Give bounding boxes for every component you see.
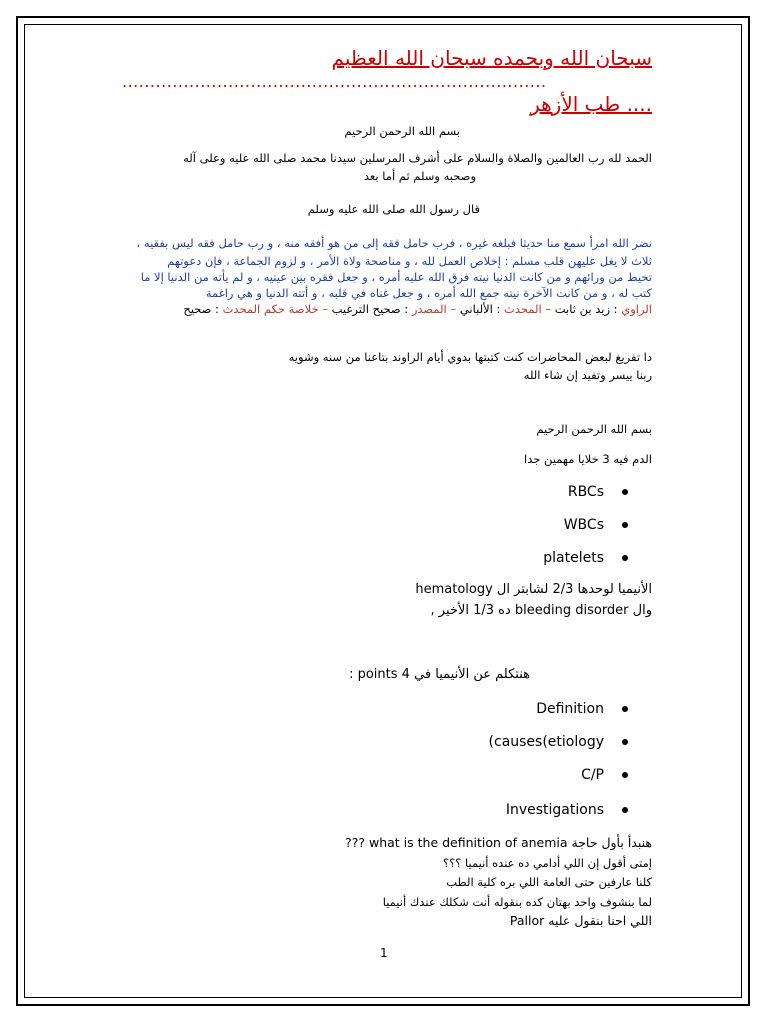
list-item-point: C/P xyxy=(581,767,628,783)
bullet-icon xyxy=(622,555,628,561)
bullet-icon xyxy=(622,807,628,813)
hukm-label: – خلاصة حكم المحدث xyxy=(222,302,328,316)
bullet-icon xyxy=(622,522,628,528)
bullet-icon xyxy=(622,706,628,712)
intro-qal: قال رسول الله صلى الله عليه وسلم xyxy=(307,202,480,216)
body-basmala: بسم الله الرحمن الرحيم xyxy=(536,422,652,436)
list-item-cell: platelets xyxy=(543,550,628,566)
hadith-line1: نضر الله امرأ سمع منا حديثا فبلغه غيره ، فرب حامل فقه إلى من هو أفقه منه ، و رب حامل فقه ليس بفقيه ، xyxy=(136,236,652,250)
hadith-line4: كتب له ، و من كانت الآخرة نيته جمع الله أمره ، و جعل غناه في قلبه ، و أتته الدنيا و هي راغمة xyxy=(205,286,652,300)
bullet-icon xyxy=(622,489,628,495)
ravi-label: الراوي xyxy=(621,302,652,316)
intro-hamd-line2: وصحبه وسلم ثم أما بعد xyxy=(363,169,476,183)
hadith-line3: تحيط من ورائهم و من كانت الدنيا نيته فرق الله عليه أمره ، و جعل فقره بين عينيه ، و لم يأته من الدنيا إلا ما xyxy=(140,270,652,284)
intro-basmala: بسم الله الرحمن الرحيم xyxy=(344,124,460,138)
bullet-icon xyxy=(622,772,628,778)
muhaddith-label: – المحدث xyxy=(504,302,552,316)
list-item-point: Definition xyxy=(536,701,628,717)
blood-cells-heading: الدم فيه 3 خلايا مهمين جدا xyxy=(524,452,652,466)
hadith-source xyxy=(183,302,652,316)
bullet-icon xyxy=(622,739,628,745)
note-line2: ربنا ييسر وتفيد إن شاء الله xyxy=(523,368,652,382)
note-line1: دا تفريغ لبعض المحاضرات كنت كتبتها بدوي أيام الراوند بتاعنا من سنه وشويه xyxy=(288,350,652,364)
masdar-label: – المصدر xyxy=(411,302,457,316)
list-item-cell: WBCs xyxy=(564,517,628,533)
points-intro: هنتكلم عن الأنيميا في 4 points : xyxy=(349,667,530,682)
pallor-line: اللي احنا بنقول عليه Pallor xyxy=(509,913,652,928)
intro-hamd-line1: الحمد لله رب العالمين والصلاة والسلام على أشرف المرسلين سيدنا محمد صلى الله عليه وعلى آله xyxy=(183,151,652,165)
hukm-value: : صحيح xyxy=(183,302,219,316)
anemia-share-2: وال bleeding disorder ده 1/3 الأخير , xyxy=(430,603,652,618)
header-title: سبحان الله وبحمده سبحان الله العظيم xyxy=(331,46,652,70)
question-line2: إمتى أقول إن اللي أدامي ده عنده أنيميا ؟؟؟ xyxy=(443,856,652,870)
list-item-cell: RBCs xyxy=(568,484,628,500)
list-item-point: (causes(etiology xyxy=(489,734,628,750)
ravi-value: : زيد بن ثابت xyxy=(554,302,618,316)
hadith-line2: ثلاث لا يغل عليهن قلب مسلم : إخلاص العمل لله ، و مناصحة ولاة الأمر ، و لزوم الجماعة ، فإن دعوتهم xyxy=(167,254,652,268)
list-item-point: Investigations xyxy=(506,802,628,818)
page-number: 1 xyxy=(380,946,388,960)
question-line4: لما بنشوف واحد بهتان كده بنقوله أنت شكلك عندك أنيميا xyxy=(382,895,652,909)
header-subtitle: .... طب الأزهر xyxy=(530,92,652,116)
question-line3: كلنا عارفين حتى العامة اللي بره كلية الطب xyxy=(446,875,652,889)
masdar-value: : صحيح الترغيب xyxy=(331,302,409,316)
definition-question: هنبدأ بأول حاجة what is the definition of anemia ??? xyxy=(345,835,652,850)
muhaddith-value: : الألباني xyxy=(459,302,501,316)
anemia-share-1: الأنيميا لوحدها 2/3 لشابتر ال hematology xyxy=(415,582,652,597)
header-dots: ............................................................................ xyxy=(122,72,547,91)
